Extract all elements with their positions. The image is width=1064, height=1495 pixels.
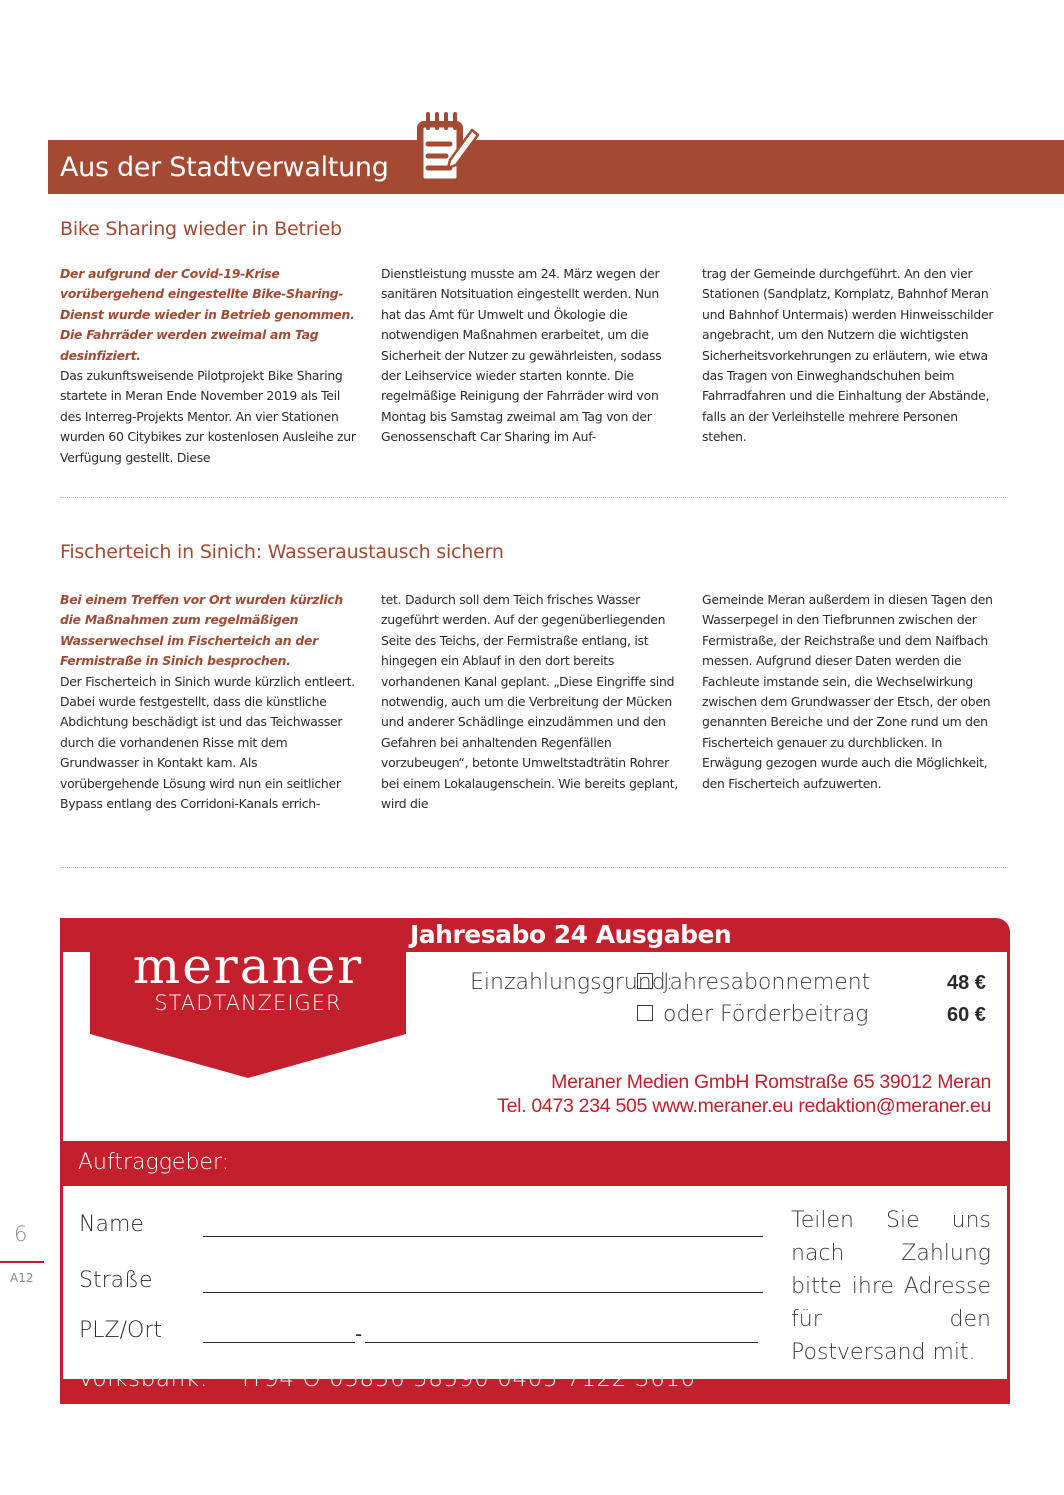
publisher-contact: Tel. 0473 234 505 www.meraner.eu redaktion@meraner.eu: [497, 1095, 991, 1117]
publisher-address: Meraner Medien GmbH Romstraße 65 39012 Meran: [551, 1071, 991, 1093]
zip-city-separator: -: [355, 1322, 363, 1346]
bank-label: Volksbank:: [78, 1366, 209, 1392]
payment-reason-label: Einzahlungsgrund:: [470, 970, 674, 995]
option-support-contribution[interactable]: [637, 1002, 869, 1027]
subscription-form: [60, 918, 1010, 1404]
client-form: [63, 1186, 1007, 1379]
checkbox-annual-subscription[interactable]: [637, 973, 653, 989]
article-title-fischerteich: Fischerteich in Sinich: Wasseraustausch sichern: [60, 541, 504, 563]
article-2-column-2: [381, 590, 679, 814]
page-code: A12: [10, 1271, 34, 1285]
city-label: PLZ/Ort: [79, 1318, 162, 1343]
article-1-column-2: [381, 264, 679, 448]
page-number: 6: [14, 1222, 28, 1246]
option-annual-subscription[interactable]: [637, 970, 870, 995]
checkbox-support-contribution[interactable]: [637, 1005, 653, 1021]
bank-details: [78, 1366, 730, 1392]
zip-field[interactable]: [203, 1342, 355, 1343]
iban: IT94 O 05856 58590 0405 7122 3610: [242, 1366, 696, 1392]
article-1-column-1: [60, 264, 358, 468]
article-1-lead: Der aufgrund der Covid-19-Krise vorübergehend eingestellte Bike-Sharing-Dienst wurde wieder in Betrieb genommen. Die Fahrräder werden zweimal am Tag desinfiziert.: [60, 266, 355, 363]
client-label: Auftraggeber:: [78, 1150, 230, 1175]
article-separator: [60, 867, 1008, 868]
article-2-column-3: [702, 590, 1000, 794]
option-label: oder Förderbeitrag: [663, 1002, 869, 1027]
logo-title: meraner: [132, 937, 364, 995]
article-2-lead: Bei einem Treffen vor Ort wurden kürzlich die Maßnahmen zum regelmäßigen Wasserwechsel im Fischerteich an der Fermistraße in Sinich besprochen.: [60, 592, 343, 669]
option-label: Jahresabonnement: [663, 970, 871, 995]
section-title: Aus der Stadtverwaltung: [60, 152, 389, 183]
notepad-pen-icon: [408, 108, 480, 190]
article-1-column-3: [702, 264, 1000, 448]
name-field[interactable]: [203, 1236, 763, 1237]
article-2-text-3: Gemeinde Meran außerdem in diesen Tagen den Wasserpegel in den Tiefbrunnen zwischen der Fermistraße, der Reichstraße und dem Naifbach messen. Aufgrund dieser Daten werden die Fachleute imstande sein, die Wechselwirkung zwischen dem Grundwasser der Etsch, der oben genannten Bereiche und der Zone rund um den Fischerteich genauer zu durchblicken. In Erwägung gezogen wurde auch die Möglichkeit, den Fischerteich aufzuwerten.: [702, 592, 993, 791]
article-2-column-1: [60, 590, 358, 814]
article-1-text-3: trag der Gemeinde durchgeführt. An den vier Stationen (Sandplatz, Kornplatz, Bahnhof Meran und Bahnhof Untermais) werden Hinweisschilder angebracht, um den Nutzern die wichtigsten Sicherheitsvorkehrungen zu erläutern, wie etwa das Tragen von Einweghandschuhen beim Fahrradfahren und die Einhaltung der Abstände, falls an der Verleihstelle mehrere Personen stehen.: [702, 266, 994, 445]
payment-reason-panel: [422, 952, 1007, 1141]
price-support-contribution: 60 €: [947, 1004, 986, 1026]
article-1-text-1: Das zukunftsweisende Pilotprojekt Bike Sharing startete in Meran Ende November 2019 als Teil des Interreg-Projekts Mentor. An vier Stationen wurden 60 Citybikes zur kostenlosen Ausleihe zur Verfügung gestellt. Diese: [60, 368, 356, 465]
article-1-text-2: Dienstleistung musste am 24. März wegen der sanitären Notsituation eingestellt werden. Nun hat das Amt für Umwelt und Ökologie die notwendigen Maßnahmen erarbeitet, um die Sicherheit der Nutzer zu gewährleisten, sodass der Leihservice wieder starten konnte. Die regelmäßige Reinigung der Fahrräder wird von Montag bis Samstag zweimal am Tag von der Genossenschaft Car Sharing im Auf-: [381, 266, 662, 445]
logo-subtitle: STADTANZEIGER: [154, 991, 342, 1015]
shipping-note: Teilen Sie uns nach Zahlung bitte ihre Adresse für den Postversand mit.: [791, 1208, 991, 1365]
article-separator: [60, 497, 1008, 498]
article-title-bike-sharing: Bike Sharing wieder in Betrieb: [60, 218, 342, 240]
logo: [90, 918, 406, 1078]
street-label: Straße: [79, 1268, 153, 1293]
page-number-rule: [0, 1261, 44, 1263]
article-2-text-2: tet. Dadurch soll dem Teich frisches Wasser zugeführt werden. Auf der gegenüberliegenden Seite des Teichs, der Fermistraße entlang, ist hingegen ein Ablauf in den dort bereits vorhandenen Kanal geplant. „Diese Eingriffe sind notwendig, auch um die Verbreitung der Mücken und anderer Schädlinge einzudämmen und den Gefahren bei anhaltenden Regenfällen vorzubeugen“, betonte Umweltstadträtin Rohrer bei einem Lokalaugenschein. Wie bereits geplant, wird die: [381, 592, 679, 812]
article-2-text-1: Der Fischerteich in Sinich wurde kürzlich entleert. Dabei wurde festgestellt, dass die künstliche Abdichtung beschädigt ist und das Teichwasser durch die vorhandenen Risse mit dem Grundwasser in Kontakt kam. Als vorübergehende Lösung wird nun ein seitlicher Bypass entlang des Corridoni-Kanals errich-: [60, 673, 355, 812]
city-field[interactable]: [365, 1342, 758, 1343]
price-annual-subscription: 48 €: [947, 972, 986, 994]
name-label: Name: [79, 1212, 144, 1237]
subscription-title: Jahresabo 24 Ausgaben: [410, 920, 732, 949]
street-field[interactable]: [203, 1292, 763, 1293]
